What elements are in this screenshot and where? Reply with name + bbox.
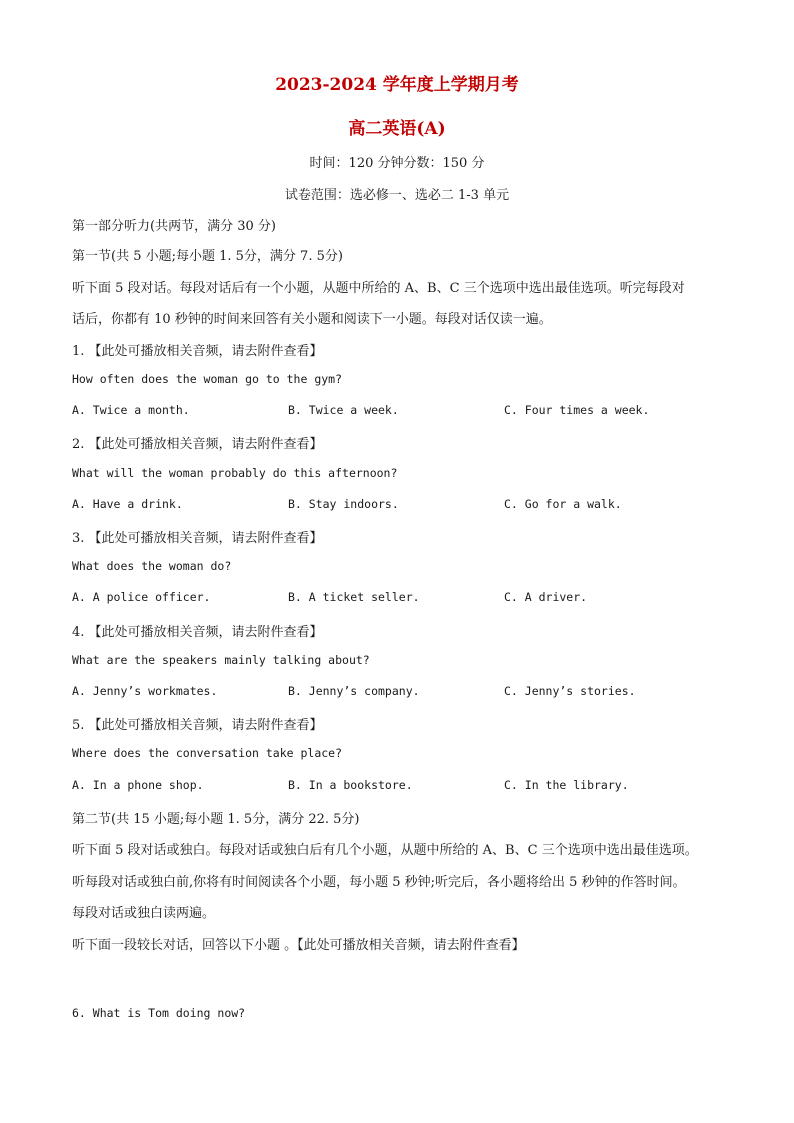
question-5-option-a: A. In a phone shop. [72, 778, 204, 792]
audio-link-3[interactable]: 3. 【此处可播放相关音频，请去附件查看】 [72, 531, 323, 546]
question-2-text: What will the woman probably do this afternoon? [72, 466, 398, 480]
exam-title: 2023-2024 学年度上学期月考 [275, 75, 519, 95]
long-dialog-audio-link[interactable]: 听下面一段较长对话，回答以下小题 。【此处可播放相关音频，请去附件查看】 [72, 938, 525, 953]
exam-scope: 试卷范围：选必修一、选必二 1-3 单元 [284, 188, 510, 203]
question-5-option-c: C. In the library. [504, 778, 629, 792]
question-4-option-a: A. Jenny’s workmates. [72, 684, 218, 698]
audio-link-1[interactable]: 1. 【此处可播放相关音频，请去附件查看】 [72, 344, 323, 359]
question-3-text: What does the woman do? [72, 559, 232, 573]
question-3-option-c: C. A driver. [504, 590, 588, 604]
section2-instructions-line2: 听每段对话或独白前,你将有时间阅读各个小题，每小题 5 秒钟;听完后，各小题将给出 5 秒钟的作答时间。 [72, 875, 686, 890]
question-2-option-a: A. Have a drink. [72, 497, 183, 511]
audio-link-5[interactable]: 5. 【此处可播放相关音频，请去附件查看】 [72, 718, 323, 733]
question-1-option-a: A. Twice a month. [72, 403, 190, 417]
audio-link-4[interactable]: 4. 【此处可播放相关音频，请去附件查看】 [72, 625, 323, 640]
question-4-option-c: C. Jenny’s stories. [504, 684, 636, 698]
section2-instructions-line3: 每段对话或独白读两遍。 [72, 906, 216, 921]
question-4-text: What are the speakers mainly talking about? [72, 653, 370, 667]
time-info: 时间：120 分钟分数：150 分 [309, 156, 485, 171]
question-5-text: Where does the conversation take place? [72, 746, 343, 760]
section2-instructions-line1: 听下面 5 段对话或独白。每段对话或独白后有几个小题，从题中所给的 A、B、C 三个选项中选出最佳选项。 [72, 843, 698, 858]
section2-heading: 第二节(共 15 小题;每小题 1. 5分，满分 22. 5分) [72, 812, 360, 827]
audio-link-2[interactable]: 2. 【此处可播放相关音频，请去附件查看】 [72, 437, 323, 452]
question-2-option-b: B. Stay indoors. [288, 497, 399, 511]
question-3-option-b: B. A ticket seller. [288, 590, 420, 604]
question-4-option-b: B. Jenny’s company. [288, 684, 420, 698]
question-2-option-c: C. Go for a walk. [504, 497, 622, 511]
question-3-option-a: A. A police officer. [72, 590, 211, 604]
question-1-text: How often does the woman go to the gym? [72, 372, 343, 386]
exam-subtitle: 高二英语(A) [348, 119, 446, 139]
question-1-option-c: C. Four times a week. [504, 403, 650, 417]
question-1-option-b: B. Twice a week. [288, 403, 399, 417]
question-5-option-b: B. In a bookstore. [288, 778, 413, 792]
question-6-text: 6. What is Tom doing now? [72, 1006, 246, 1020]
section1-instructions-line2: 话后，你都有 10 秒钟的时间来回答有关小题和阅读下一小题。每段对话仅读一遍。 [72, 312, 552, 327]
section1-instructions-line1: 听下面 5 段对话。每段对话后有一个小题，从题中所给的 A、B、C 三个选项中选出最佳选项。听完每段对 [72, 281, 685, 296]
section1-heading: 第一节(共 5 小题;每小题 1. 5分，满分 7. 5分) [72, 249, 343, 264]
part1-heading: 第一部分听力(共两节，满分 30 分) [72, 219, 276, 234]
